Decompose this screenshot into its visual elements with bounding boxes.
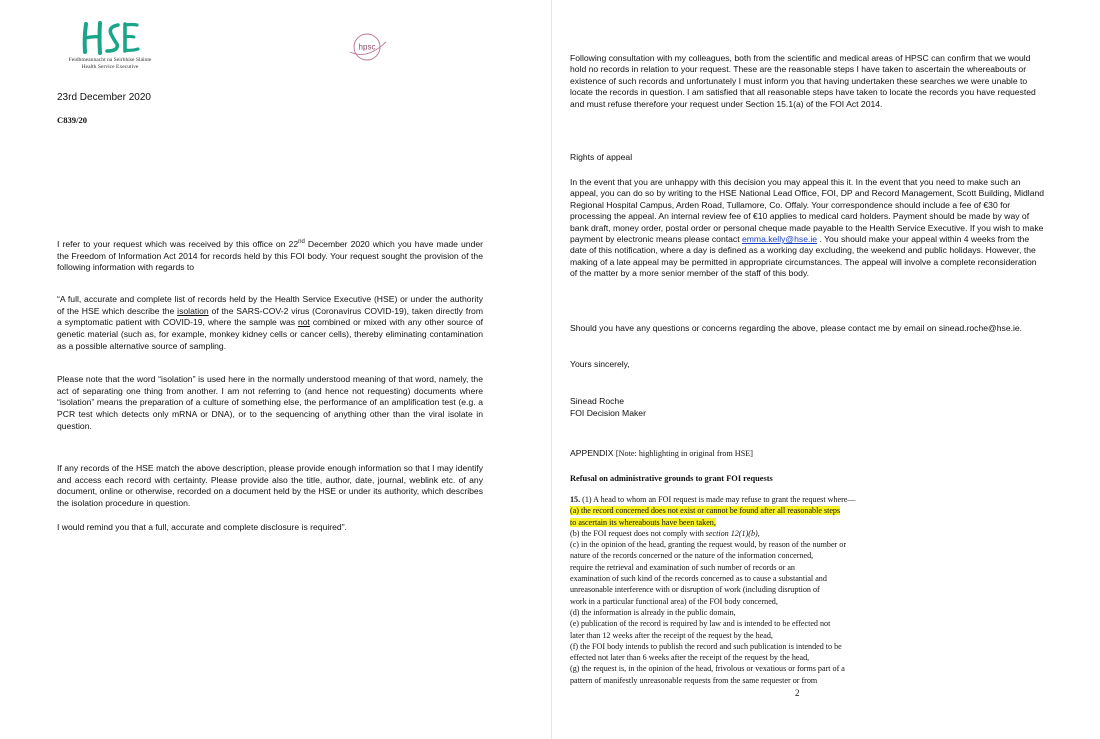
text-run: (1) A head to whom an FOI request is made may refuse to grant the request where—	[580, 495, 856, 504]
underlined-word: isolation	[177, 305, 209, 316]
section-number: 15.	[570, 495, 581, 504]
signer-name: Sinead Roche	[570, 396, 624, 406]
appendix-heading	[570, 448, 1045, 459]
quoted-request-paragraph	[57, 294, 483, 353]
consultation-paragraph: Following consultation with my colleagues, both from the scientific and medical areas of HPSC can confirm that we would hold no records in relation to your request. These are the reasonable steps I have taken to ascertain the whereabouts or existence of such records and unfortunately I must inform you that having undertaken these searches we were unable to locate the records in question. I am satisfied that all reasonable steps have taken to locate the records you have requested and must refuse therefore your request under Section 15.1(a) of the FOI Act 2014.	[570, 53, 1036, 109]
hse-logo-mark	[80, 20, 142, 56]
clause-line: nature of the records concerned or the nature of the information concerned,	[570, 551, 814, 561]
text-run: December 2020 which you have made under the Freedom of Information Act 2014 for records held by this FOI body. Your request sought the provision of the following information with regards to	[57, 239, 483, 273]
clause-line: pattern of manifestly unreasonable requests from the same requester or from	[570, 675, 818, 685]
clause-line: (d) the information is already in the public domain,	[570, 607, 736, 617]
disclosure-paragraph: I would remind you that a full, accurate and complete disclosure is required”.	[57, 522, 347, 532]
letter-date: 23rd December 2020	[57, 92, 151, 103]
hse-english-name: Health Service Executive	[81, 64, 139, 70]
text-run: “A full, accurate and complete list of records held by the Health Service Executive (HSE) or under the authority of the HSE which describe the	[57, 294, 483, 316]
page-number: 2	[795, 688, 800, 698]
refusal-heading: Refusal on administrative grounds to grant FOI requests	[570, 474, 773, 483]
superscript: nd	[298, 239, 305, 246]
appendix-section-15	[570, 494, 1070, 686]
email-link[interactable]: emma.kelly@hse.ie	[741, 234, 818, 245]
text-run: of the SARS-COV-2 virus (Coronavirus COVID-19), taken directly from a symptomatic patient with COVID-19, where the sample was	[57, 305, 483, 328]
clause-line: (g) the request is, in the opinion of the head, frivolous or vexatious or forms part of a	[570, 664, 845, 674]
section-lead-line	[570, 494, 1070, 505]
appendix-note: [Note: highlighting in original from HSE]	[615, 449, 753, 458]
request-paragraph	[57, 239, 483, 274]
highlighted-text: to ascertain its whereabouts have been taken,	[570, 517, 716, 527]
page-right	[553, 0, 1100, 739]
clause-line: (f) the FOI body intends to publish the record and such publication is intended to be	[570, 641, 842, 651]
clause-line: (c) in the opinion of the head, granting the request would, by reason of the number or	[570, 540, 847, 550]
signoff: Yours sincerely,	[570, 359, 630, 369]
clause-line: examination of such kind of the records concerned as to cause a substantial and	[570, 574, 827, 584]
hpsc-logo	[340, 30, 394, 64]
underlined-word: not	[297, 317, 310, 328]
text-run: combined or mixed with any other source of genetic material (such as, for example, monkey kidney cells or cancer cells), thereby eliminating contamination as a possible alternative source of sampling.	[57, 317, 483, 351]
highlighted-text: (a) the record concerned does not exist or cannot be found after all reasonable steps	[570, 506, 841, 516]
text-run: I refer to your request which was received by this office on 22	[57, 239, 299, 249]
highlighted-line	[570, 505, 1070, 516]
reference-number: C839/20	[57, 115, 88, 125]
signer-title: FOI Decision Maker	[570, 408, 646, 418]
clause-line: require the retrieval and examination of such number of records or an	[570, 562, 795, 572]
highlighted-line	[570, 517, 1070, 528]
clause-line: effected not later than 6 weeks after the receipt of the request by the head,	[570, 653, 810, 663]
text-run: . You should make your appeal within 4 weeks from the date of this notification, where a day is defined as a working day excluding, the weekend and public holidays. However, the making of a late appeal may be permitted in appropriate circumstances. The appeal will involve a complete reconsideration of the matter by a more senior member of the staff of this body.	[570, 234, 1037, 279]
questions-paragraph: Should you have any questions or concerns regarding the above, please contact me by email on sinead.roche@hse.ie.	[570, 323, 1023, 333]
clause-line: (e) publication of the record is required by law and is intended to be effected not	[570, 619, 831, 629]
hse-irish-name: Feidhmeannacht na Seirbhíse Sláinte	[68, 57, 152, 63]
clause-line: work in a particular functional area) of the FOI body concerned,	[570, 596, 778, 606]
clause-line: later than 12 weeks after the receipt of the request by the head,	[570, 630, 773, 640]
section-reference: section 12(1)(b)	[705, 528, 758, 538]
rights-heading: Rights of appeal	[570, 152, 633, 162]
text-run: In the event that you are unhappy with this decision you may appeal this it. In the event that you need to make such an appeal, you can do so by writing to the HSE National Lead Office, FOI, DP and Record Management, Scott Building, Midland Regional Hospital Campus, Arden Road, Tullamore, Co. Offaly. Your correspondence should include a fee of €30 for processing the appeal. An internal review fee of €10 applies to medical card holders. Payment should be made by way of bank draft, money order, postal order or personal cheque made payable to the Health Service Executive. If you wish to make payment by electronic means please contact	[570, 177, 1045, 245]
identify-records-paragraph: If any records of the HSE match the above description, please provide enough information so that I may identify and access each record with certainty. Please provide also the title, author, date, journal, weblink etc. of any document, online or otherwise, recorded on a document held by the HSE or under its authority, which describes the isolation procedure in question.	[57, 463, 483, 509]
text-run: ,	[757, 528, 760, 538]
appeal-paragraph	[570, 177, 1045, 280]
appendix-title: APPENDIX	[570, 448, 614, 458]
hpsc-logo-text: hpsc	[358, 42, 376, 52]
clause-b-line	[570, 528, 1070, 539]
isolation-definition-paragraph: Please note that the word “isolation” is used here in the normally understood meaning of that word, namely, the act of separating one thing from another. I am not referring to (and hence not requesting) documents where “isolation” means the preparation of a culture of something else, the performance of an amplification test (e.g. a PCR test which detects only mRNA or DNA), or to the sequencing of anything other than the viral isolate in question.	[57, 374, 483, 431]
text-run: (b) the FOI request does not comply with	[570, 528, 706, 538]
clause-line: unreasonable interference with or disruption of work (including disruption of	[570, 585, 820, 595]
